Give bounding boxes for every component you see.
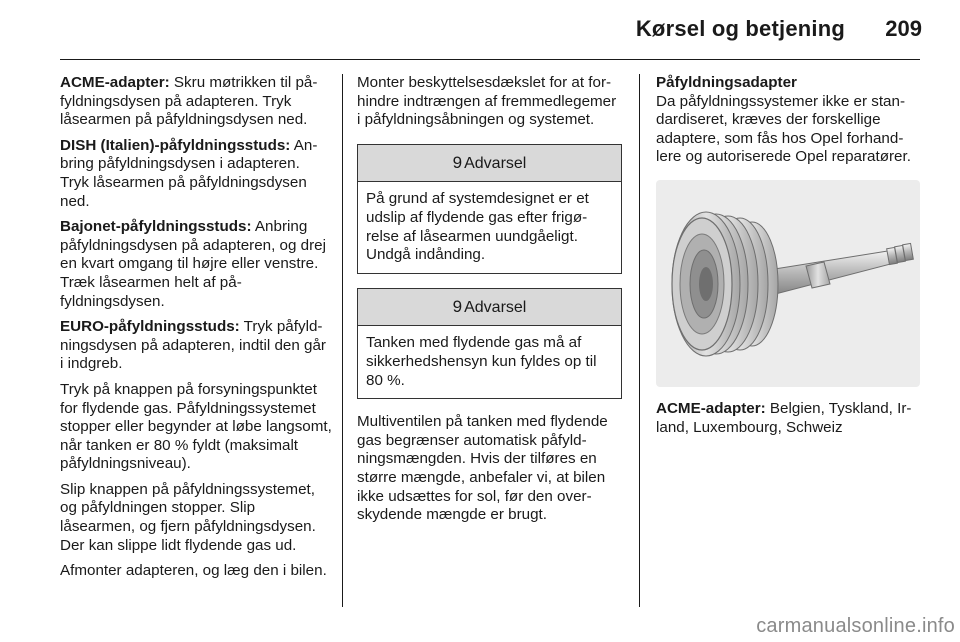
column-divider [342, 74, 343, 607]
term-label: DISH (Italien)-påfyldningsstuds: [60, 136, 291, 154]
watermark: carmanualsonline.info [756, 615, 955, 637]
term-label: Bajonet-påfyldningsstuds: [60, 218, 252, 236]
column-divider [639, 74, 640, 607]
term-label: EURO-påfyldningsstuds: [60, 318, 240, 336]
warning-triangle-icon: 9 [452, 152, 463, 172]
warning-header [358, 289, 621, 327]
page-title: Kørsel og betjening [635, 16, 845, 41]
paragraph-dish [60, 137, 332, 211]
paragraph-euro [60, 318, 332, 374]
warning-text: Tanken med flydende gas må af sikkerhedshensyn kun fyldes op til 80 %. [366, 334, 597, 389]
acme-adapter-illustration [656, 180, 920, 387]
warning-title: Advarsel [464, 298, 527, 316]
column-left [60, 74, 332, 588]
warning-box [357, 144, 622, 274]
caption-text: Belgien, Tyskland, Irland, Luxembourg, Schweiz [656, 399, 912, 436]
header-divider [60, 59, 920, 60]
paragraph-acme [60, 74, 332, 130]
column-right [656, 74, 922, 444]
adapter-drawing [656, 180, 920, 387]
warning-text: På grund af systemdesignet er et udslip af flydende gas efter frigørelse af låsearmen uundgåeligt. Undgå indånding. [366, 190, 589, 264]
paragraph-text: Skru møtrikken til påfyldningsdysen på adapteren. Tryk låsearmen på påfyldningsdysen ned. [60, 74, 318, 129]
page-number: 209 [885, 16, 922, 41]
paragraph-bajonet [60, 218, 332, 311]
column-middle [357, 74, 623, 532]
paragraph-text: Anbring påfyldningsdysen i adapteren. Tryk låsearmen på påfyldningsdysen ned. [60, 136, 318, 210]
section-heading: Påfyldningsadapter [656, 74, 797, 91]
paragraph-release: Slip knappen på påfyldningssystemet, og påfyldningen stopper. Slip låsearmen, og fjern påfyldningsdysen. Der kan slippe lidt flydende gas ud. [60, 480, 316, 554]
term-label: ACME-adapter: [60, 74, 170, 91]
paragraph-multivalve: Multiventilen på tanken med flydende gas begrænser automatisk påfyldningsmængden. Hvis der tilføres en større mængde, anbefaler vi, at bilen ikke udsættes for sol, før den overskydende mængde er brugt. [357, 413, 608, 524]
warning-triangle-icon: 9 [452, 296, 463, 316]
paragraph-remove: Afmonter adapteren, og læg den i bilen. [60, 562, 327, 580]
warning-header [358, 145, 621, 183]
paragraph-text: Tryk påfyldningsdysen på adapteren, indtil den går i indgreb. [60, 318, 326, 373]
paragraph-button: Tryk på knappen på forsyningspunktet for flydende gas. Påfyldningssystemet stopper eller begynder at løbe langsomt, når tanken er 80 % fyldt (maksimalt påfyldningsniveau). [60, 380, 332, 473]
paragraph-cover: Monter beskyttelsesdækslet for at forhindre indtrængen af fremmedlegemer i påfyldningsåbningen og systemet. [357, 74, 617, 129]
paragraph-text: Anbring påfyldningsdysen på adapteren, og drej en kvart omgang til højre eller venstre. Træk låsearmen helt af påfyldningsdysen. [60, 218, 326, 310]
warning-box [357, 288, 622, 399]
image-caption [656, 400, 922, 437]
warning-title: Advarsel [464, 154, 527, 172]
caption-label: ACME-adapter: [656, 399, 766, 417]
paragraph-adapters: Da påfyldningssystemer ikke er standardiseret, kræves der forskellige adaptere, som fås hos Opel forhandlere og autoriserede Opel reparatører. [656, 92, 911, 166]
